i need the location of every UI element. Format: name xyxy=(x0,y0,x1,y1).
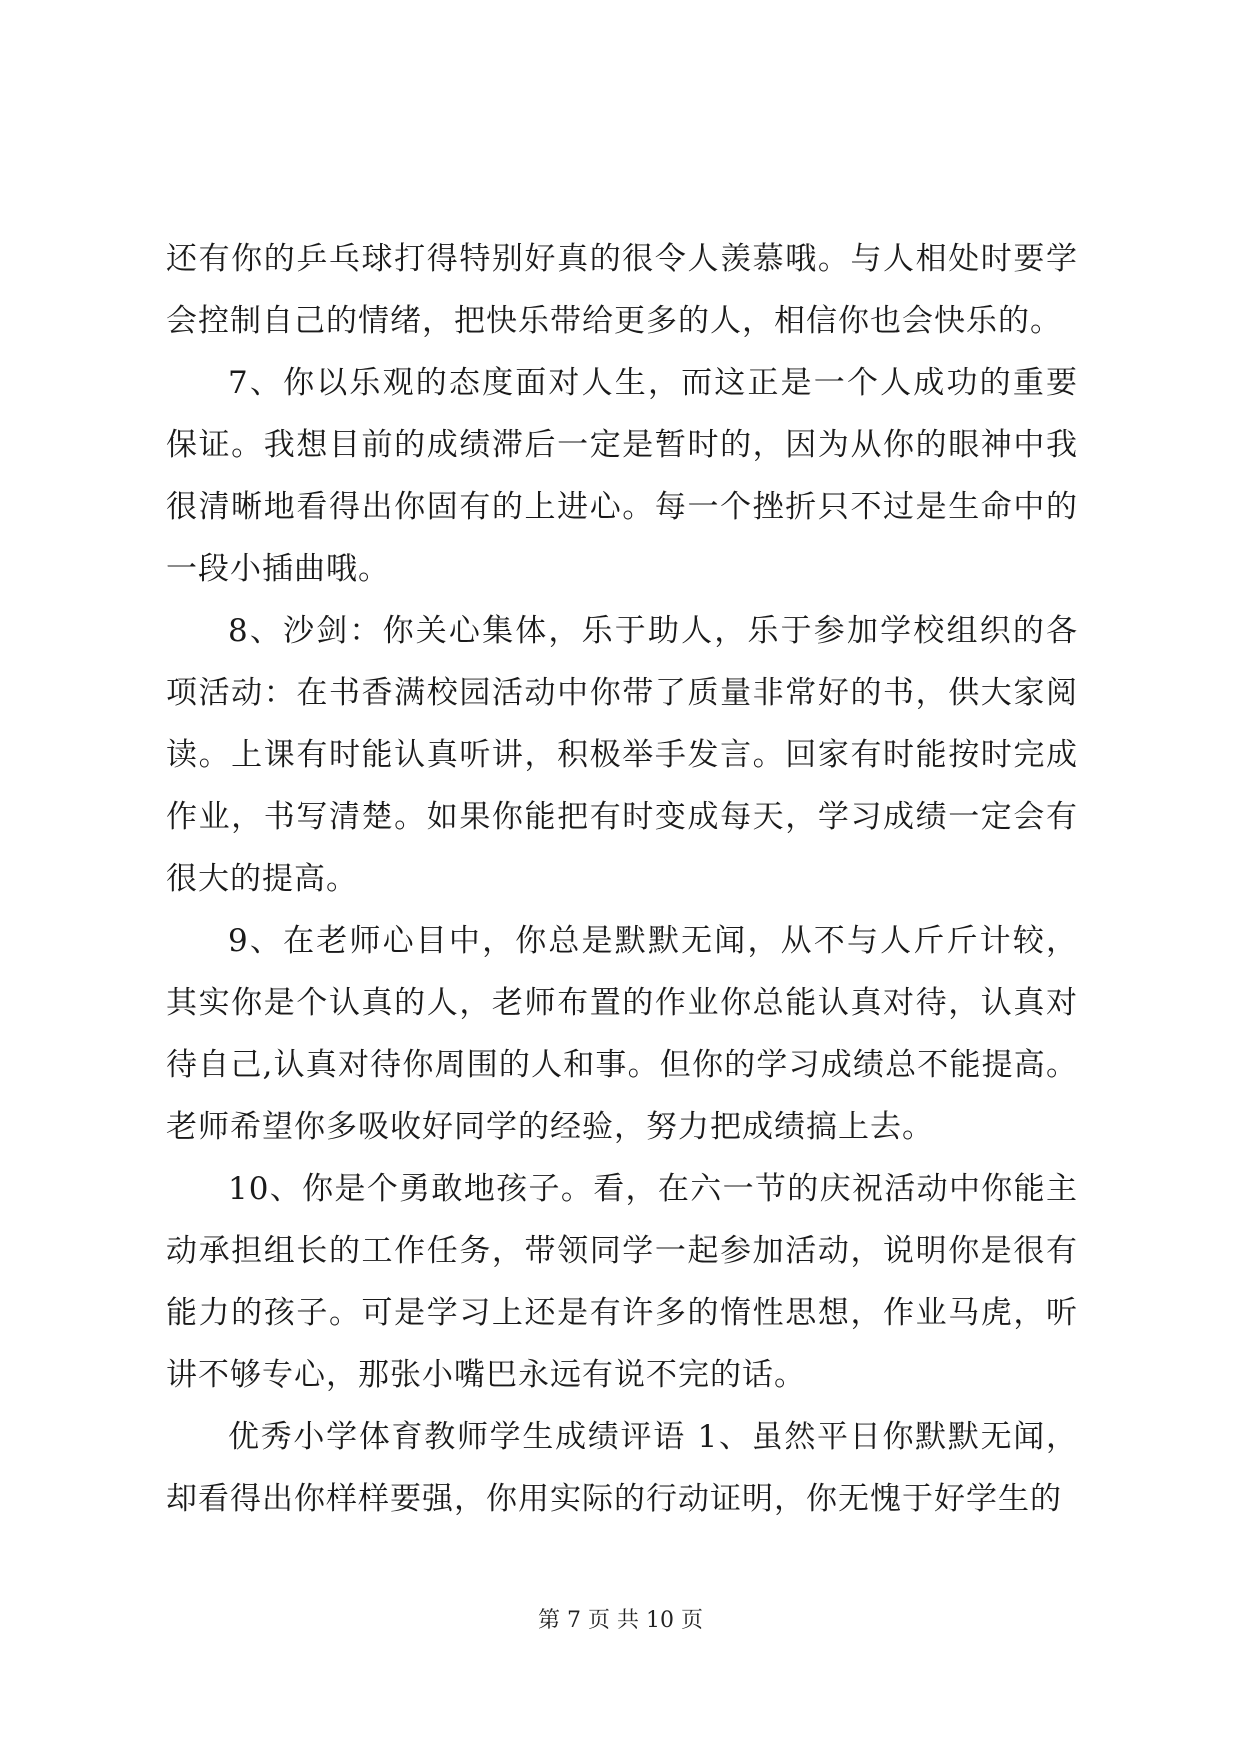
paragraph-comment-9: 9、在老师心目中，你总是默默无闻，从不与人斤斤计较，其实你是个认真的人，老师布置的作业你总能认真对待，认真对待自己,认真对待你周围的人和事。但你的学习成绩总不能提高。老师希望你多吸收好同学的经验，努力把成绩搞上去。 xyxy=(166,923,1078,1145)
paragraph-section-start: 优秀小学体育教师学生成绩评语 1、虽然平日你默默无闻，却看得出你样样要强，你用实际的行动证明，你无愧于好学生的 xyxy=(166,1419,1078,1517)
paragraph-comment-8: 8、沙剑：你关心集体，乐于助人，乐于参加学校组织的各项活动：在书香满校园活动中你带了质量非常好的书，供大家阅读。上课有时能认真听讲，积极举手发言。回家有时能按时完成作业，书写清楚。如果你能把有时变成每天，学习成绩一定会有很大的提高。 xyxy=(166,613,1078,897)
paragraph-comment-7: 7、你以乐观的态度面对人生，而这正是一个人成功的重要保证。我想目前的成绩滞后一定是暂时的，因为从你的眼神中我很清晰地看得出你固有的上进心。每一个挫折只不过是生命中的一段小插曲哦。 xyxy=(166,365,1078,587)
document-body xyxy=(166,228,1078,1530)
paragraph-comment-10: 10、你是个勇敢地孩子。看，在六一节的庆祝活动中你能主动承担组长的工作任务，带领同学一起参加活动，说明你是很有能力的孩子。可是学习上还是有许多的惰性思想，作业马虎，听讲不够专心，那张小嘴巴永远有说不完的话。 xyxy=(166,1171,1078,1393)
page-number-footer: 第 7 页 共 10 页 xyxy=(538,1608,703,1633)
paragraph-continuation: 还有你的乒乓球打得特别好真的很令人羡慕哦。与人相处时要学会控制自己的情绪，把快乐带给更多的人，相信你也会快乐的。 xyxy=(166,241,1078,339)
